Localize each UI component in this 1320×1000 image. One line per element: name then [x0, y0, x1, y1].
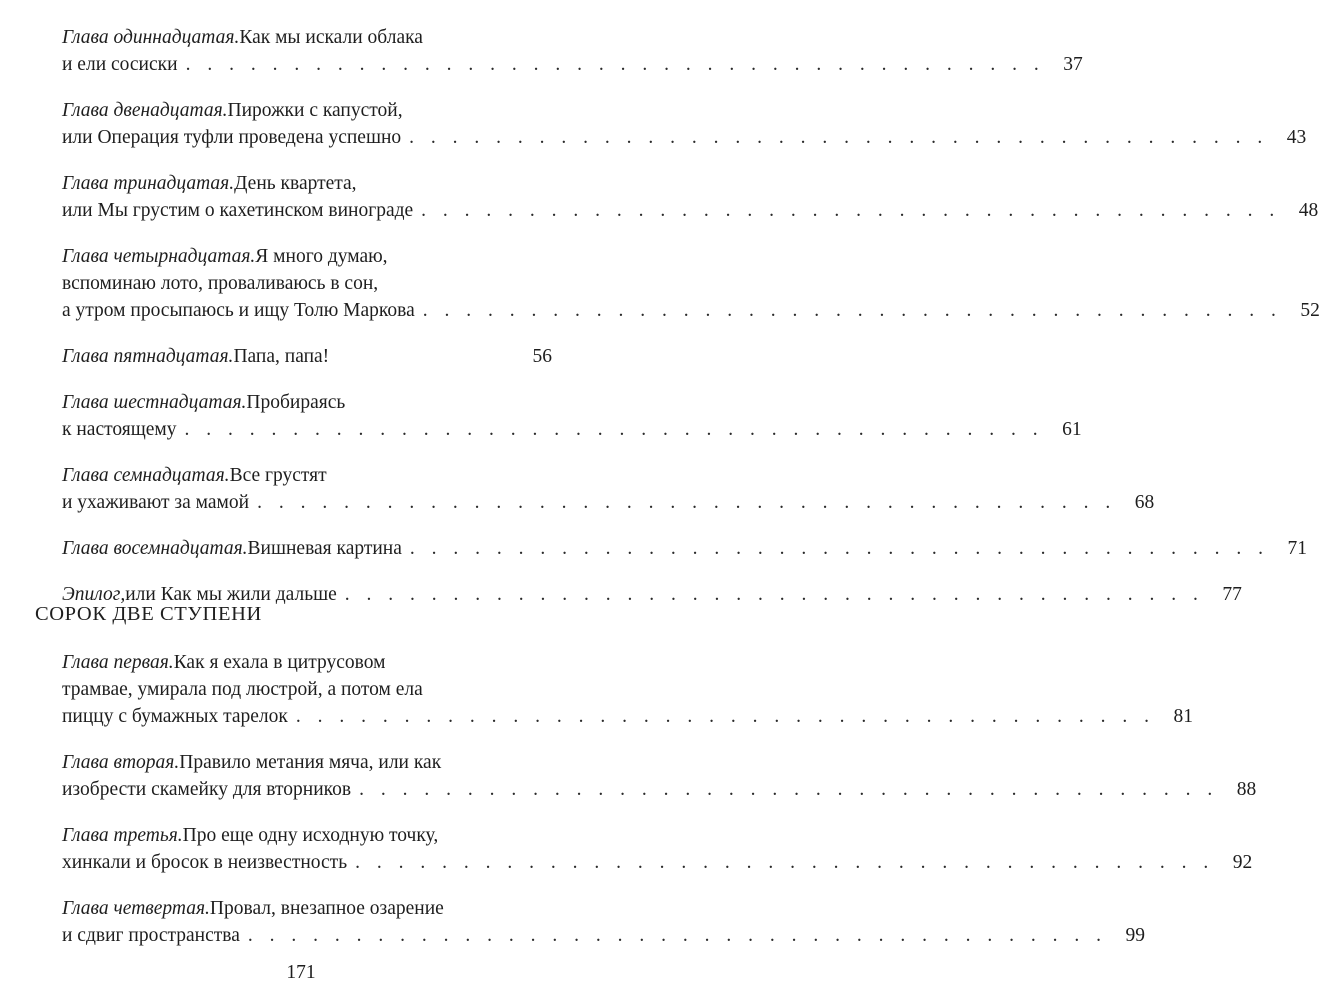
- toc-entry: [62, 822, 1253, 876]
- page-number: 61: [1062, 419, 1082, 440]
- toc-entry: [62, 343, 552, 370]
- toc-entry: [62, 97, 1307, 151]
- dot-leader: . . . . . . . . . . . . . . . . . . . . . . . . . . . . . . . . . . . . . . . .: [409, 538, 1270, 559]
- chapter-title: к настоящему: [62, 419, 177, 440]
- toc-line: [62, 489, 1155, 516]
- dot-leader: . . . . . . . . . . . . . . . . . . . . . . . . . . . . . . . . . . . . . . . .: [344, 584, 1204, 605]
- chapter-label: Глава одиннадцатая.: [62, 27, 240, 48]
- toc-line: [62, 343, 552, 370]
- chapter-label: Глава тринадцатая.: [62, 173, 235, 194]
- toc-part-1: [62, 24, 1320, 627]
- toc-entry: [62, 895, 1145, 949]
- chapter-label: Глава первая.: [62, 652, 174, 673]
- chapter-label: Глава третья.: [62, 825, 183, 846]
- chapter-title: и ухаживают за мамой: [62, 492, 250, 513]
- page-number: 81: [1173, 706, 1193, 727]
- toc-line: [62, 124, 1307, 151]
- chapter-label: Глава шестнадцатая.: [62, 392, 247, 413]
- page-number: 37: [1063, 54, 1083, 75]
- dot-leader: . . . . . . . . . . . . . . . . . . . . . . . . . . . . . . . . . . . . . . . .: [359, 779, 1219, 800]
- chapter-title: или Как мы жили дальше: [125, 584, 337, 605]
- toc-line: [62, 822, 552, 849]
- page-number: 99: [1125, 925, 1145, 946]
- chapter-title: Пробираясь: [246, 392, 346, 413]
- toc-line: [62, 51, 1083, 78]
- chapter-title: и ели сосиски: [62, 54, 178, 75]
- page-number: 43: [1286, 127, 1307, 148]
- chapter-title: или Мы грустим о кахетинском винограде: [62, 200, 414, 221]
- toc-line: [62, 389, 552, 416]
- toc-entry: [62, 24, 1083, 78]
- toc-line: [62, 749, 552, 776]
- toc-entry: [62, 243, 1320, 324]
- toc-line: [62, 703, 1193, 730]
- toc-line: [62, 416, 1082, 443]
- section-title: СОРОК ДВЕ СТУПЕНИ: [35, 603, 262, 625]
- chapter-title: и сдвиг пространства: [62, 925, 240, 946]
- toc-line: [62, 270, 552, 297]
- chapter-title: а утром просыпаюсь и ищу Толю Маркова: [62, 300, 415, 321]
- chapter-label: Эпилог,: [62, 584, 126, 605]
- dot-leader: . . . . . . . . . . . . . . . . . . . . . . . . . . . . . . . . . . . . . . . .: [409, 127, 1269, 148]
- chapter-title: хинкали и бросок в неизвестность: [62, 852, 348, 873]
- toc-entry: [62, 389, 1082, 443]
- page-number: 92: [1232, 852, 1253, 873]
- dot-leader: . . . . . . . . . . . . . . . . . . . . . . . . . . . . . . . . . . . . . . . .: [421, 200, 1281, 221]
- chapter-title: Правило метания мяча, или как: [179, 752, 442, 773]
- page-number: 68: [1134, 492, 1155, 513]
- page-number: 88: [1236, 779, 1257, 800]
- toc-line: [62, 776, 1257, 803]
- chapter-title: Я много думаю,: [255, 246, 388, 267]
- toc-entry: [62, 535, 1308, 562]
- chapter-title: Как мы искали облака: [239, 27, 423, 48]
- chapter-title: изобрести скамейку для вторников: [62, 779, 352, 800]
- toc-line: [62, 676, 552, 703]
- chapter-title: трамвае, умирала под люстрой, а потом ела: [62, 679, 423, 700]
- dot-leader: . . . . . . . . . . . . . . . . . . . . . . . . . . . . . . . . . . . . . . . .: [185, 54, 1045, 75]
- toc-line: [62, 170, 552, 197]
- page-folio: 171: [286, 962, 316, 983]
- toc-line: [62, 895, 552, 922]
- dot-leader: . . . . . . . . . . . . . . . . . . . . . . . . . . . . . . . . . . . . . . . .: [247, 925, 1107, 946]
- toc-entry: [62, 749, 1257, 803]
- chapter-title: пиццу с бумажных тарелок: [62, 706, 288, 727]
- toc-entry: [62, 462, 1155, 516]
- toc-line: [62, 535, 1308, 562]
- dot-leader: . . . . . . . . . . . . . . . . . . . . . . . . . . . . . . . . . . . . . . . .: [257, 492, 1117, 513]
- dot-leader: . . . . . . . . . . . . . . . . . . . . . . . . . . . . . . . . . . . . . . . .: [295, 706, 1155, 727]
- page-number: 48: [1298, 200, 1319, 221]
- page-number: 56: [532, 346, 552, 367]
- chapter-label: Глава пятнадцатая.: [62, 346, 234, 367]
- chapter-title: Все грустят: [229, 465, 327, 486]
- chapter-label: Глава четвертая.: [62, 898, 210, 919]
- chapter-title: День квартета,: [234, 173, 357, 194]
- chapter-title: Пирожки с капустой,: [227, 100, 403, 121]
- chapter-label: Глава семнадцатая.: [62, 465, 230, 486]
- chapter-title: Провал, внезапное озарение: [209, 898, 444, 919]
- toc-line: [62, 922, 1145, 949]
- toc-line: [62, 243, 552, 270]
- page-number: 77: [1222, 584, 1242, 605]
- chapter-label: Глава четырнадцатая.: [62, 246, 256, 267]
- chapter-title: Вишневая картина: [247, 538, 402, 559]
- chapter-title: Папа, папа!: [233, 346, 330, 367]
- toc-line: [62, 462, 552, 489]
- chapter-title: вспоминаю лото, проваливаюсь в сон,: [62, 273, 379, 294]
- toc-line: [62, 849, 1253, 876]
- toc-entry: [62, 170, 1319, 224]
- chapter-label: Глава вторая.: [62, 752, 180, 773]
- toc-line: [62, 197, 1319, 224]
- chapter-label: Глава восемнадцатая.: [62, 538, 248, 559]
- toc-part-2: [62, 649, 1257, 968]
- dot-leader: . . . . . . . . . . . . . . . . . . . . . . . . . . . . . . . . . . . . . . . .: [184, 419, 1044, 440]
- toc-line: [62, 297, 1320, 324]
- toc-line: [62, 649, 552, 676]
- toc-line: [62, 97, 552, 124]
- chapter-title: или Операция туфли проведена успешно: [62, 127, 402, 148]
- page-number: 71: [1287, 538, 1308, 559]
- chapter-title: Про еще одну исходную точку,: [182, 825, 439, 846]
- dot-leader: . . . . . . . . . . . . . . . . . . . . . . . . . . . . . . . . . . . . . . . .: [355, 852, 1215, 873]
- page-number: 52: [1300, 300, 1320, 321]
- toc-line: [62, 24, 552, 51]
- chapter-title: Как я ехала в цитрусовом: [173, 652, 386, 673]
- chapter-label: Глава двенадцатая.: [62, 100, 228, 121]
- toc-entry: [62, 649, 1193, 730]
- dot-leader: . . . . . . . . . . . . . . . . . . . . . . . . . . . . . . . . . . . . . . . .: [422, 300, 1282, 321]
